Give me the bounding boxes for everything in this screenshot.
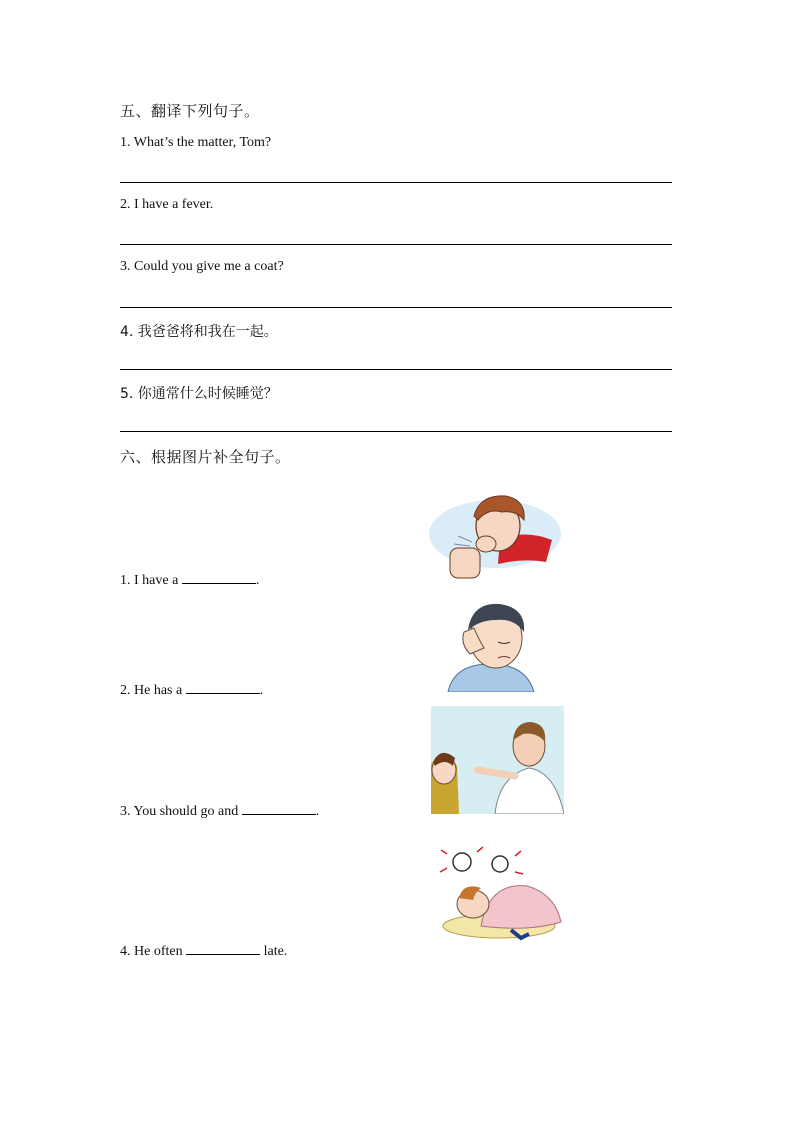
oversleeping-boy-image [437, 842, 567, 946]
fill-sentence-1-end: . [255, 573, 260, 588]
translation-item-4: 4. 我爸爸将和我在一起。 [120, 324, 278, 340]
section5-heading: 五、翻译下列句子。 [120, 102, 260, 120]
translation-item-2: 2. I have a fever. [120, 197, 214, 212]
answer-line-1[interactable] [120, 182, 672, 183]
fill-sentence-1-text: 1. I have a [120, 573, 179, 588]
translation-item-5: 5. 你通常什么时候睡觉？ [120, 386, 278, 402]
answer-line-2[interactable] [120, 244, 672, 245]
fill-sentence-3-end: . [315, 804, 320, 819]
fill-sentence-2-text: 2. He has a [120, 683, 183, 698]
answer-line-3[interactable] [120, 307, 672, 308]
fill-sentence-1 [120, 571, 259, 589]
fill-blank-2[interactable] [186, 681, 260, 694]
fill-sentence-2 [120, 681, 263, 699]
fill-sentence-2-end: . [259, 683, 264, 698]
translation-item-3: 3. Could you give me a coat? [120, 259, 284, 274]
section6-heading: 六、根据图片补全句子。 [120, 448, 291, 466]
answer-line-5[interactable] [120, 431, 672, 432]
boy-headache-image [444, 598, 536, 692]
fill-blank-1[interactable] [182, 571, 256, 584]
fill-blank-3[interactable] [242, 802, 316, 815]
doctor-patient-image [431, 706, 564, 814]
fill-sentence-3-text: 3. You should go and [120, 804, 239, 819]
fill-sentence-4-end: late. [263, 944, 288, 959]
fill-sentence-4-text: 4. He often [120, 944, 183, 959]
fill-sentence-4 [120, 942, 287, 960]
answer-line-4[interactable] [120, 369, 672, 370]
translation-item-1: 1. What’s the matter, Tom? [120, 135, 272, 150]
coughing-boy-image [428, 486, 562, 582]
fill-blank-4[interactable] [186, 942, 260, 955]
fill-sentence-3 [120, 802, 319, 820]
